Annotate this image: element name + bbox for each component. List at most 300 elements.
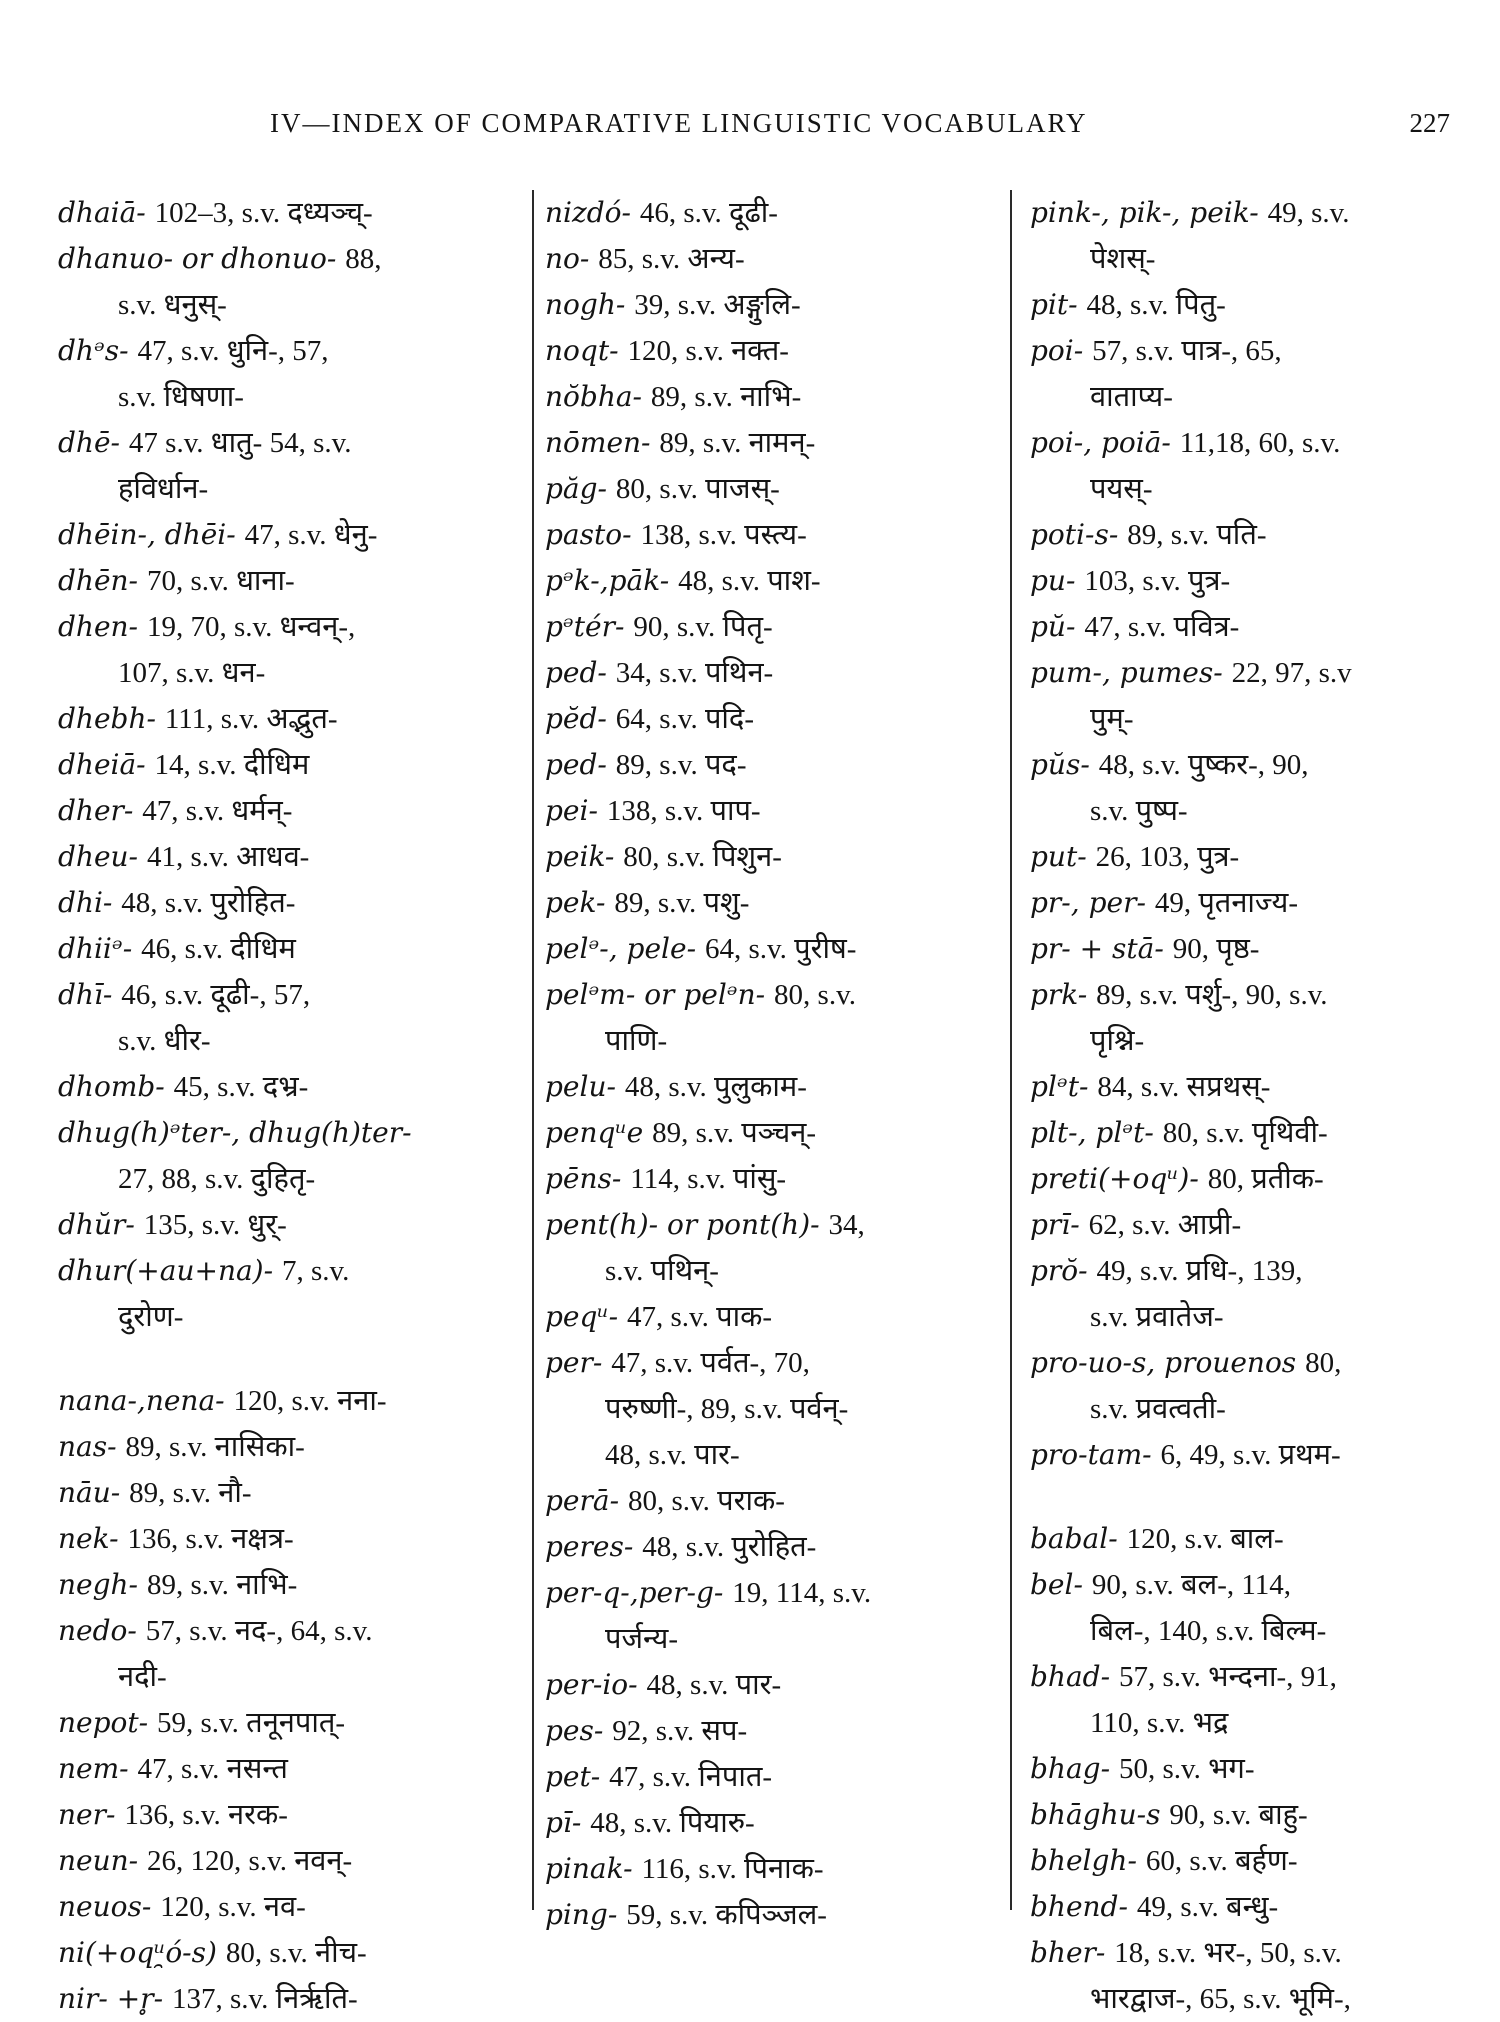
headword: pᵊtér- bbox=[545, 610, 625, 643]
index-entry bbox=[545, 1202, 990, 1248]
index-entry bbox=[58, 328, 528, 374]
index-entry bbox=[58, 1064, 528, 1110]
index-entry bbox=[1030, 1654, 1475, 1700]
headword: dhaiā- bbox=[58, 196, 146, 229]
index-entry bbox=[545, 282, 990, 328]
index-entry bbox=[545, 1064, 990, 1110]
entry-continuation: पृश्नि- bbox=[1090, 1025, 1145, 1057]
entry-reference: 89, s.v. नौ- bbox=[129, 1477, 252, 1509]
entry-reference: 50, s.v. भग- bbox=[1118, 1753, 1255, 1785]
headword: pink-, pik-, peik- bbox=[1030, 196, 1259, 229]
entry-reference: 70, s.v. धाना- bbox=[146, 565, 295, 597]
entry-continuation: s.v. धिषणा- bbox=[118, 381, 244, 413]
headword: ni(+oqᵘ̯ó-s) bbox=[58, 1936, 217, 1969]
headword: pinak- bbox=[545, 1852, 633, 1885]
index-entry bbox=[58, 1248, 528, 1294]
index-entry bbox=[545, 374, 990, 420]
entry-reference: 6, 49, s.v. प्रथम- bbox=[1160, 1439, 1341, 1471]
index-entry bbox=[1030, 834, 1475, 880]
entry-continuation: s.v. प्रवत्वती- bbox=[1090, 1393, 1226, 1425]
headword: pit- bbox=[1030, 288, 1078, 321]
column-rule bbox=[1010, 190, 1012, 1910]
entry-reference: 120, s.v. नना- bbox=[233, 1385, 387, 1417]
entry-reference: 48, s.v. पुरोहित- bbox=[642, 1531, 817, 1563]
headword: preti(+oqᵘ)- bbox=[1030, 1162, 1199, 1195]
index-entry bbox=[545, 420, 990, 466]
entry-reference: 48, s.v. पितु- bbox=[1086, 289, 1226, 321]
entry-reference: 89, s.v. नासिका- bbox=[125, 1431, 305, 1463]
index-entry bbox=[1030, 926, 1475, 972]
entry-reference: 48, s.v. पुष्कर-, 90, bbox=[1098, 749, 1309, 781]
entry-continuation: s.v. प्रवातेज- bbox=[1090, 1301, 1224, 1333]
index-entry bbox=[1030, 1930, 1475, 1976]
headword: pek- bbox=[545, 886, 606, 919]
headword: no- bbox=[545, 242, 590, 275]
headword: pr- + stā- bbox=[1030, 932, 1164, 965]
entry-reference: 80, bbox=[1305, 1347, 1342, 1379]
index-entry bbox=[58, 696, 528, 742]
index-entry bbox=[58, 1470, 528, 1516]
entry-reference: 57, s.v. पात्र-, 65, bbox=[1092, 335, 1282, 367]
index-entry bbox=[545, 650, 990, 696]
index-entry bbox=[545, 1846, 990, 1892]
index-entry bbox=[1030, 420, 1475, 466]
headword: nāu- bbox=[58, 1476, 121, 1509]
section-gap bbox=[58, 1340, 528, 1378]
headword: nem- bbox=[58, 1752, 129, 1785]
entry-reference: 138, s.v. पस्त्य- bbox=[640, 519, 807, 551]
index-entry bbox=[1030, 1156, 1475, 1202]
headword: pro-uo-s, prouenos bbox=[1030, 1346, 1297, 1379]
column-rule bbox=[532, 190, 534, 1910]
entry-reference: 14, s.v. दीधिम bbox=[154, 749, 310, 781]
entry-reference: 80, s.v. नीच- bbox=[225, 1937, 367, 1969]
index-entry bbox=[1030, 1884, 1475, 1930]
entry-reference: 103, s.v. पुत्र- bbox=[1084, 565, 1231, 597]
entry-reference: 120, s.v. नक्त- bbox=[627, 335, 789, 367]
entry-reference: 48, s.v. पियारु- bbox=[590, 1807, 755, 1839]
entry-reference: 80, s.v. पृथिवी- bbox=[1162, 1117, 1328, 1149]
entry-reference: 89, s.v. पञ्चन्- bbox=[652, 1117, 817, 1149]
entry-reference: 49, s.v. bbox=[1267, 197, 1350, 229]
headword: dhē- bbox=[58, 426, 120, 459]
headword: nir- +r̥- bbox=[58, 1982, 164, 2015]
headword: nogh- bbox=[545, 288, 626, 321]
headword: prŏ- bbox=[1030, 1254, 1088, 1287]
index-entry bbox=[545, 788, 990, 834]
index-entry bbox=[545, 190, 990, 236]
entry-reference: 26, 120, s.v. नवन्- bbox=[147, 1845, 353, 1877]
index-entry bbox=[58, 972, 528, 1018]
headword: babal- bbox=[1030, 1522, 1118, 1555]
entry-reference: 138, s.v. पाप- bbox=[606, 795, 761, 827]
headword: bel- bbox=[1030, 1568, 1083, 1601]
entry-reference: 19, 70, s.v. धन्वन्-, bbox=[146, 611, 356, 643]
index-entry bbox=[545, 1708, 990, 1754]
headword: pent(h)- or pont(h)- bbox=[545, 1208, 820, 1241]
headword: pŭ- bbox=[1030, 610, 1076, 643]
headword: per-io- bbox=[545, 1668, 638, 1701]
headword: nek- bbox=[58, 1522, 119, 1555]
entry-continuation: पाणि- bbox=[605, 1025, 668, 1057]
running-title: IV—INDEX OF COMPARATIVE LINGUISTIC VOCABULARY bbox=[270, 108, 1088, 138]
headword: poti-s- bbox=[1030, 518, 1119, 551]
index-entry bbox=[58, 742, 528, 788]
index-entry bbox=[58, 1424, 528, 1470]
index-entry bbox=[1030, 1110, 1475, 1156]
entry-continuation: s.v. पथिन्- bbox=[605, 1255, 719, 1287]
headword: noqt- bbox=[545, 334, 619, 367]
headword: pelᵊ-, pele- bbox=[545, 932, 697, 965]
index-entry bbox=[1030, 1432, 1475, 1478]
index-entry bbox=[58, 1792, 528, 1838]
entry-reference: 89, s.v. नाभि- bbox=[650, 381, 802, 413]
headword: nedo- bbox=[58, 1614, 137, 1647]
headword: pŭs- bbox=[1030, 748, 1090, 781]
entry-reference: 46, s.v. दीधिम bbox=[141, 933, 296, 965]
headword: neun- bbox=[58, 1844, 139, 1877]
entry-reference: 47, s.v. धर्मन्- bbox=[142, 795, 293, 827]
index-entry bbox=[545, 512, 990, 558]
entry-reference: 57, s.v. नद-, 64, s.v. bbox=[145, 1615, 373, 1647]
headword: pu- bbox=[1030, 564, 1076, 597]
entry-continuation: पुम्- bbox=[1090, 703, 1134, 735]
entry-reference: 85, s.v. अन्य- bbox=[598, 243, 745, 275]
headword: penqᵘe bbox=[545, 1116, 644, 1149]
index-column-3 bbox=[1030, 190, 1475, 2015]
index-entry bbox=[58, 1516, 528, 1562]
index-entry bbox=[1030, 1792, 1475, 1838]
entry-reference: 7, s.v. bbox=[281, 1255, 350, 1287]
entry-continuation: वाताप्य- bbox=[1090, 381, 1173, 413]
entry-reference: 49, s.v. प्रधि-, 139, bbox=[1096, 1255, 1303, 1287]
headword: per- bbox=[545, 1346, 603, 1379]
headword: ping- bbox=[545, 1898, 618, 1931]
headword: bhelgh- bbox=[1030, 1844, 1137, 1877]
entry-reference: 47, s.v. पवित्र- bbox=[1084, 611, 1240, 643]
headword: plᵊt- bbox=[1030, 1070, 1089, 1103]
index-entry bbox=[58, 834, 528, 880]
headword: dheiā- bbox=[58, 748, 146, 781]
index-entry bbox=[1030, 1340, 1475, 1386]
index-entry bbox=[1030, 604, 1475, 650]
index-entry bbox=[1030, 972, 1475, 1018]
index-entry bbox=[545, 604, 990, 650]
entry-reference: 136, s.v. नरक- bbox=[124, 1799, 288, 1831]
entry-continuation: 48, s.v. पार- bbox=[605, 1439, 740, 1471]
headword: pēns- bbox=[545, 1162, 622, 1195]
entry-reference: 137, s.v. निर्ऋति- bbox=[171, 1983, 358, 2015]
entry-continuation: 27, 88, s.v. दुहितृ- bbox=[118, 1163, 316, 1195]
index-entry bbox=[1030, 1248, 1475, 1294]
index-entry bbox=[1030, 880, 1475, 926]
headword: pelᵊm- or pelᵊn- bbox=[545, 978, 766, 1011]
headword: perā- bbox=[545, 1484, 620, 1517]
index-entry bbox=[58, 558, 528, 604]
index-entry bbox=[545, 1524, 990, 1570]
headword: dhug(h)ᵊter-, dhug(h)ter- bbox=[58, 1116, 412, 1149]
headword: bhad- bbox=[1030, 1660, 1111, 1693]
headword: per-q-,per-g- bbox=[545, 1576, 724, 1609]
entry-reference: 80, s.v. पराक- bbox=[627, 1485, 785, 1517]
entry-reference: 47, s.v. नसन्त bbox=[137, 1753, 288, 1785]
section-gap bbox=[1030, 1478, 1475, 1516]
entry-reference: 84, s.v. सप्रथस्- bbox=[1097, 1071, 1271, 1103]
index-entry bbox=[1030, 1562, 1475, 1608]
index-entry bbox=[545, 236, 990, 282]
entry-reference: 60, s.v. बर्हण- bbox=[1145, 1845, 1298, 1877]
entry-continuation: पेशस्- bbox=[1090, 243, 1156, 275]
headword: nizdó- bbox=[545, 196, 631, 229]
entry-reference: 45, s.v. दभ्र- bbox=[173, 1071, 309, 1103]
entry-reference: 48, s.v. पाश- bbox=[678, 565, 821, 597]
headword: dhi- bbox=[58, 886, 113, 919]
entry-reference: 64, s.v. पुरीष- bbox=[704, 933, 857, 965]
index-entry bbox=[545, 1156, 990, 1202]
headword: bher- bbox=[1030, 1936, 1106, 1969]
entry-continuation: पयस्- bbox=[1090, 473, 1153, 505]
headword: prī- bbox=[1030, 1208, 1080, 1241]
index-entry bbox=[545, 1110, 990, 1156]
entry-reference: 46, s.v. दूढी- bbox=[639, 197, 778, 229]
index-entry bbox=[58, 420, 528, 466]
index-entry bbox=[58, 926, 528, 972]
index-entry bbox=[1030, 512, 1475, 558]
headword: dheu- bbox=[58, 840, 139, 873]
entry-reference: 90, पृष्ठ- bbox=[1172, 933, 1260, 965]
index-entry bbox=[545, 1570, 990, 1616]
headword: pro-tam- bbox=[1030, 1438, 1152, 1471]
entry-reference: 80, प्रतीक- bbox=[1207, 1163, 1324, 1195]
index-entry bbox=[58, 512, 528, 558]
headword: ner- bbox=[58, 1798, 116, 1831]
entry-continuation: पर्जन्य- bbox=[605, 1623, 679, 1655]
index-entry bbox=[545, 880, 990, 926]
index-entry bbox=[1030, 558, 1475, 604]
entry-reference: 47, s.v. निपात- bbox=[609, 1761, 773, 1793]
entry-reference: 80, s.v. bbox=[774, 979, 856, 1011]
headword: dhēn- bbox=[58, 564, 139, 597]
headword: nŏbha- bbox=[545, 380, 643, 413]
headword: dhī- bbox=[58, 978, 113, 1011]
headword: peqᵘ- bbox=[545, 1300, 619, 1333]
entry-reference: 18, s.v. भर-, 50, s.v. bbox=[1114, 1937, 1342, 1969]
headword: ped- bbox=[545, 656, 607, 689]
entry-reference: 41, s.v. आधव- bbox=[146, 841, 310, 873]
index-entry bbox=[545, 1662, 990, 1708]
index-column-2 bbox=[545, 190, 990, 1950]
index-entry bbox=[545, 328, 990, 374]
index-entry bbox=[545, 926, 990, 972]
entry-reference: 57, s.v. भन्दना-, 91, bbox=[1118, 1661, 1337, 1693]
index-entry bbox=[58, 880, 528, 926]
entry-continuation: 110, s.v. भद्र bbox=[1090, 1707, 1229, 1739]
index-entry bbox=[545, 558, 990, 604]
entry-reference: 46, s.v. दूढी-, 57, bbox=[121, 979, 311, 1011]
index-entry bbox=[545, 1892, 990, 1938]
index-entry bbox=[545, 742, 990, 788]
entry-reference: 26, 103, पुत्र- bbox=[1095, 841, 1240, 873]
index-entry bbox=[58, 1202, 528, 1248]
headword: poi- bbox=[1030, 334, 1084, 367]
entry-reference: 19, 114, s.v. bbox=[732, 1577, 872, 1609]
entry-reference: 47, s.v. धुनि-, 57, bbox=[137, 335, 329, 367]
headword: dhiiᵊ- bbox=[58, 932, 133, 965]
headword: pī- bbox=[545, 1806, 582, 1839]
index-entry bbox=[545, 972, 990, 1018]
headword: peik- bbox=[545, 840, 615, 873]
entry-reference: 111, s.v. अद्भुत- bbox=[164, 703, 338, 735]
entry-continuation: हविर्धान- bbox=[118, 473, 209, 505]
headword: pᵊk-,pāk- bbox=[545, 564, 670, 597]
index-entry bbox=[1030, 650, 1475, 696]
entry-reference: 135, s.v. धुर्- bbox=[143, 1209, 287, 1241]
headword: bhāghu-s bbox=[1030, 1798, 1161, 1831]
headword: nas- bbox=[58, 1430, 117, 1463]
headword: dhᵊs- bbox=[58, 334, 129, 367]
index-entry bbox=[1030, 282, 1475, 328]
entry-reference: 62, s.v. आप्री- bbox=[1088, 1209, 1242, 1241]
index-entry bbox=[1030, 1516, 1475, 1562]
index-column-1 bbox=[58, 190, 528, 2015]
page-number: 227 bbox=[1409, 108, 1450, 138]
entry-continuation: बिल-, 140, s.v. बिल्म- bbox=[1090, 1615, 1327, 1647]
index-entry bbox=[58, 1700, 528, 1746]
headword: prk- bbox=[1030, 978, 1088, 1011]
index-entry bbox=[545, 1754, 990, 1800]
headword: pasto- bbox=[545, 518, 632, 551]
entry-reference: 49, पृतनाज्य- bbox=[1154, 887, 1299, 919]
entry-reference: 136, s.v. नक्षत्र- bbox=[127, 1523, 294, 1555]
entry-reference: 120, s.v. नव- bbox=[160, 1891, 306, 1923]
headword: put- bbox=[1030, 840, 1087, 873]
entry-reference: 34, bbox=[828, 1209, 865, 1241]
entry-reference: 59, s.v. तनूनपात्- bbox=[157, 1707, 346, 1739]
entry-reference: 90, s.v. पितृ- bbox=[633, 611, 773, 643]
entry-reference: 89, s.v. पर्शु-, 90, s.v. bbox=[1096, 979, 1328, 1011]
index-entry bbox=[58, 604, 528, 650]
entry-reference: 48, s.v. पार- bbox=[646, 1669, 782, 1701]
entry-reference: 92, s.v. सप- bbox=[612, 1715, 748, 1747]
headword: păg- bbox=[545, 472, 608, 505]
entry-reference: 88, bbox=[345, 243, 382, 275]
entry-reference: 47, s.v. धेनु- bbox=[244, 519, 378, 551]
index-entry bbox=[58, 1930, 528, 1976]
entry-reference: 48, s.v. पुरोहित- bbox=[121, 887, 296, 919]
index-entry bbox=[1030, 1746, 1475, 1792]
entry-reference: 89, s.v. पति- bbox=[1127, 519, 1267, 551]
entry-reference: 49, s.v. बन्धु- bbox=[1136, 1891, 1279, 1923]
entry-reference: 89, s.v. नाभि- bbox=[146, 1569, 298, 1601]
headword: bhag- bbox=[1030, 1752, 1111, 1785]
entry-reference: 11,18, 60, s.v. bbox=[1179, 427, 1341, 459]
headword: pĕd- bbox=[545, 702, 607, 735]
index-entry bbox=[1030, 1202, 1475, 1248]
headword: peres- bbox=[545, 1530, 634, 1563]
entry-reference: 39, s.v. अङ्गुलि- bbox=[634, 289, 801, 321]
headword: pet- bbox=[545, 1760, 601, 1793]
index-entry bbox=[58, 236, 528, 282]
headword: plt-, plᵊt- bbox=[1030, 1116, 1154, 1149]
index-entry bbox=[58, 1608, 528, 1654]
index-entry bbox=[58, 1976, 528, 2022]
index-entry bbox=[1030, 742, 1475, 788]
index-entry bbox=[58, 788, 528, 834]
headword: negh- bbox=[58, 1568, 139, 1601]
index-entry bbox=[58, 1884, 528, 1930]
entry-continuation: s.v. धनुस्- bbox=[118, 289, 227, 321]
entry-continuation: 107, s.v. धन- bbox=[118, 657, 266, 689]
entry-continuation: s.v. धीर- bbox=[118, 1025, 211, 1057]
headword: ped- bbox=[545, 748, 607, 781]
index-entry bbox=[58, 1746, 528, 1792]
headword: pum-, pumes- bbox=[1030, 656, 1223, 689]
entry-reference: 64, s.v. पदि- bbox=[615, 703, 754, 735]
entry-reference: 48, s.v. पुलुकाम- bbox=[624, 1071, 807, 1103]
index-entry bbox=[1030, 1838, 1475, 1884]
entry-continuation: भारद्वाज-, 65, s.v. भूमि-, bbox=[1090, 1983, 1351, 2015]
headword: dhēin-, dhēi- bbox=[58, 518, 236, 551]
entry-continuation: परुष्णी-, 89, s.v. पर्वन्- bbox=[605, 1393, 849, 1425]
entry-reference: 89, s.v. पद- bbox=[615, 749, 747, 781]
entry-reference: 90, s.v. बाहु- bbox=[1169, 1799, 1308, 1831]
entry-reference: 80, s.v. पाजस्- bbox=[615, 473, 780, 505]
headword: nana-,nena- bbox=[58, 1384, 225, 1417]
headword: nepot- bbox=[58, 1706, 149, 1739]
entry-reference: 47, s.v. पर्वत-, 70, bbox=[611, 1347, 810, 1379]
headword: pelu- bbox=[545, 1070, 616, 1103]
entry-reference: 102–3, s.v. दध्यञ्च्- bbox=[154, 197, 373, 229]
index-entry bbox=[545, 1800, 990, 1846]
headword: dhebh- bbox=[58, 702, 156, 735]
headword: dher- bbox=[58, 794, 134, 827]
entry-reference: 59, s.v. कपिञ्जल- bbox=[626, 1899, 827, 1931]
headword: dhomb- bbox=[58, 1070, 165, 1103]
index-entry bbox=[58, 1838, 528, 1884]
entry-continuation: s.v. पुष्प- bbox=[1090, 795, 1188, 827]
headword: nōmen- bbox=[545, 426, 651, 459]
running-header bbox=[270, 108, 1450, 148]
index-entry bbox=[545, 1478, 990, 1524]
index-entry bbox=[545, 696, 990, 742]
index-entry bbox=[1030, 328, 1475, 374]
entry-reference: 34, s.v. पथिन- bbox=[615, 657, 774, 689]
index-entry bbox=[545, 834, 990, 880]
headword: pes- bbox=[545, 1714, 604, 1747]
headword: dhur(+au+na)- bbox=[58, 1254, 274, 1287]
headword: dhanuo- or dhonuo- bbox=[58, 242, 337, 275]
headword: pr-, per- bbox=[1030, 886, 1146, 919]
headword: poi-, poiā- bbox=[1030, 426, 1171, 459]
headword: dhŭr- bbox=[58, 1208, 135, 1241]
entry-reference: 120, s.v. बाल- bbox=[1126, 1523, 1284, 1555]
entry-reference: 22, 97, s.v bbox=[1231, 657, 1352, 689]
index-entry bbox=[1030, 1064, 1475, 1110]
index-entry bbox=[58, 190, 528, 236]
entry-reference: 47 s.v. धातु- 54, s.v. bbox=[128, 427, 352, 459]
headword: bhend- bbox=[1030, 1890, 1128, 1923]
index-entry bbox=[58, 1110, 528, 1156]
headword: neuos- bbox=[58, 1890, 152, 1923]
entry-reference: 89, s.v. पशु- bbox=[614, 887, 750, 919]
index-entry bbox=[58, 1562, 528, 1608]
entry-continuation: दुरोण- bbox=[118, 1301, 184, 1333]
entry-reference: 47, s.v. पाक- bbox=[626, 1301, 773, 1333]
index-entry bbox=[58, 1378, 528, 1424]
entry-reference: 80, s.v. पिशुन- bbox=[623, 841, 782, 873]
index-entry bbox=[545, 1294, 990, 1340]
entry-continuation: नदी- bbox=[118, 1661, 167, 1693]
